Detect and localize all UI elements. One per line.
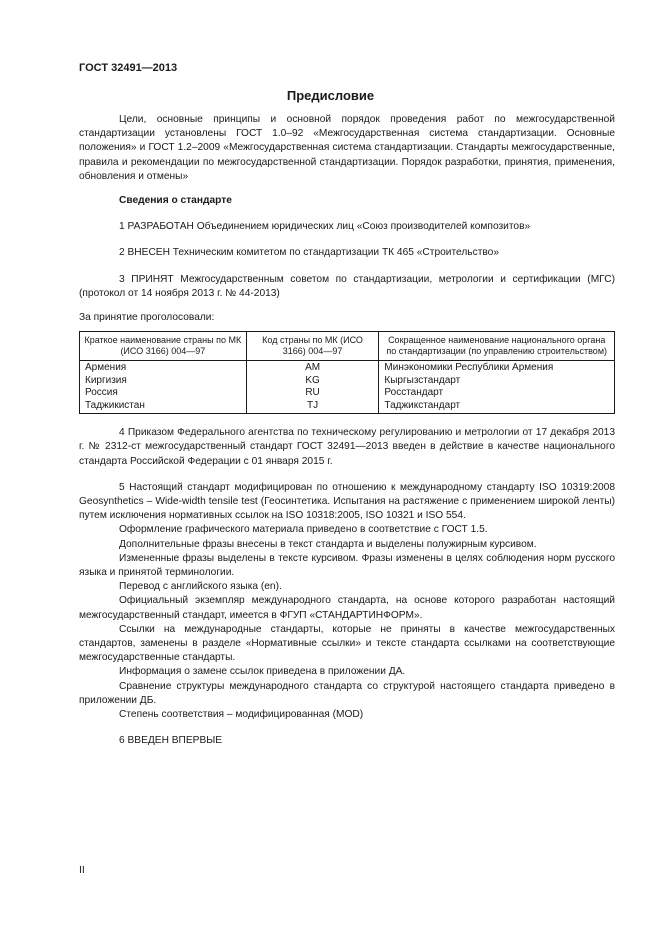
- item-1: 1 РАЗРАБОТАН Объединением юридических лиц «Союз производителей композитов»: [119, 221, 531, 233]
- standards-body: Таджикстандарт: [379, 400, 615, 414]
- item-5-annex-da-note: Информация о замене ссылок приведена в приложении ДА.: [119, 666, 406, 678]
- section-heading: Сведения о стандарте: [119, 195, 232, 207]
- item-6: 6 ВВЕДЕН ВПЕРВЫЕ: [119, 735, 223, 747]
- item-5-graphics-note: Оформление графического материала приведено в соответствие с ГОСТ 1.5.: [119, 524, 488, 536]
- document-code-header: ГОСТ 32491—2013: [79, 62, 178, 74]
- country-code: AM: [246, 361, 379, 375]
- table-header-body: Сокращенное наименование национального органа по стандартизации (по управлению строительством): [379, 332, 615, 361]
- item-5-official-copy-note: Официальный экземпляр международного стандарта, на основе которого разработан настоящий межгосударственный стандарт, имеется в ФГУП «СТАНДАРТИНФОРМ».: [79, 595, 615, 621]
- item-5-references-note: Ссылки на международные стандарты, которые не приняты в качестве межгосударственных стандартов, заменены в разделе «Нормативные ссылки» и тексте стандарта ссылками на соответствующие межгосударственные стандарты.: [79, 623, 615, 664]
- table-header-row: [80, 332, 615, 361]
- table-header-country: Краткое наименование страны по МК (ИСО 3166) 004—97: [80, 332, 247, 361]
- item-5-bold-italic-note: Дополнительные фразы внесены в текст стандарта и выделены полужирным курсивом.: [119, 538, 537, 550]
- table-row: [80, 375, 615, 388]
- item-5-translation-note: Перевод с английского языка (en).: [119, 581, 282, 593]
- standards-body: Минэкономики Республики Армения: [379, 361, 615, 375]
- table-row: [80, 400, 615, 414]
- item-5-italic-note: Измененные фразы выделены в тексте курсивом. Фразы изменены в целях соблюдения норм русского языка и принятой терминологии.: [79, 552, 615, 579]
- item-5: 5 Настоящий стандарт модифицирован по отношению к международному стандарту ISO 10319:2008 Geosynthetics – Wide-width tensile test (Геосинтетика. Испытания на растяжение с применением широкой ленты) путем исключения нормативных ссылок на ISO 10318:2005, ISO 10321 и ISO 554.: [79, 481, 615, 522]
- country-name: Киргизия: [80, 375, 247, 388]
- country-name: Россия: [80, 387, 247, 400]
- table-row: [80, 361, 615, 375]
- item-3: 3 ПРИНЯТ Межгосударственным советом по стандартизации, метрологии и сертификации (МГС) (протокол от 14 ноября 2013 г. № 44-2013): [79, 273, 615, 299]
- table-header-code: Код страны по МК (ИСО 3166) 004—97: [246, 332, 379, 361]
- intro-paragraph: Цели, основные принципы и основной порядок проведения работ по межгосударственной стандартизации установлены ГОСТ 1.0–92 «Межгосударственная система стандартизации. Основные положения» и ГОСТ 1.2–2009 «Межгосударственная система стандартизации. Стандарты межгосударственные, правила и рекомендации по межгосударственной стандартизации. Порядок разработки, принятия, применения, обновления и отмены»: [79, 114, 615, 182]
- country-name: Армения: [80, 361, 247, 375]
- country-code: TJ: [246, 400, 379, 414]
- vote-label: За принятие проголосовали:: [79, 312, 215, 324]
- item-5-conformity-degree: Степень соответствия – модифицированная (MOD): [119, 709, 364, 721]
- item-4: 4 Приказом Федерального агентства по техническому регулированию и метрологии от 17 декабря 2013 г. № 2312-ст межгосударственный стандарт ГОСТ 32491—2013 введен в действие в качестве национального стандарта Российской Федерации с 01 января 2015 г.: [79, 427, 615, 467]
- item-2: 2 ВНЕСЕН Техническим комитетом по стандартизации ТК 465 «Строительство»: [119, 247, 499, 259]
- standards-body: Росстандарт: [379, 387, 615, 400]
- item-5-annex-db-note: Сравнение структуры международного стандарта со структурой настоящего стандарта приведено в приложении ДБ.: [79, 680, 615, 706]
- standards-body: Кыргызстандарт: [379, 375, 615, 388]
- page-title: Предисловие: [286, 88, 375, 103]
- country-code: RU: [246, 387, 379, 400]
- voting-countries-table: [79, 331, 615, 414]
- table-row: [80, 387, 615, 400]
- country-code: KG: [246, 375, 379, 388]
- country-name: Таджикистан: [80, 400, 247, 414]
- page-number: II: [79, 864, 85, 876]
- foreword-body: [79, 113, 615, 749]
